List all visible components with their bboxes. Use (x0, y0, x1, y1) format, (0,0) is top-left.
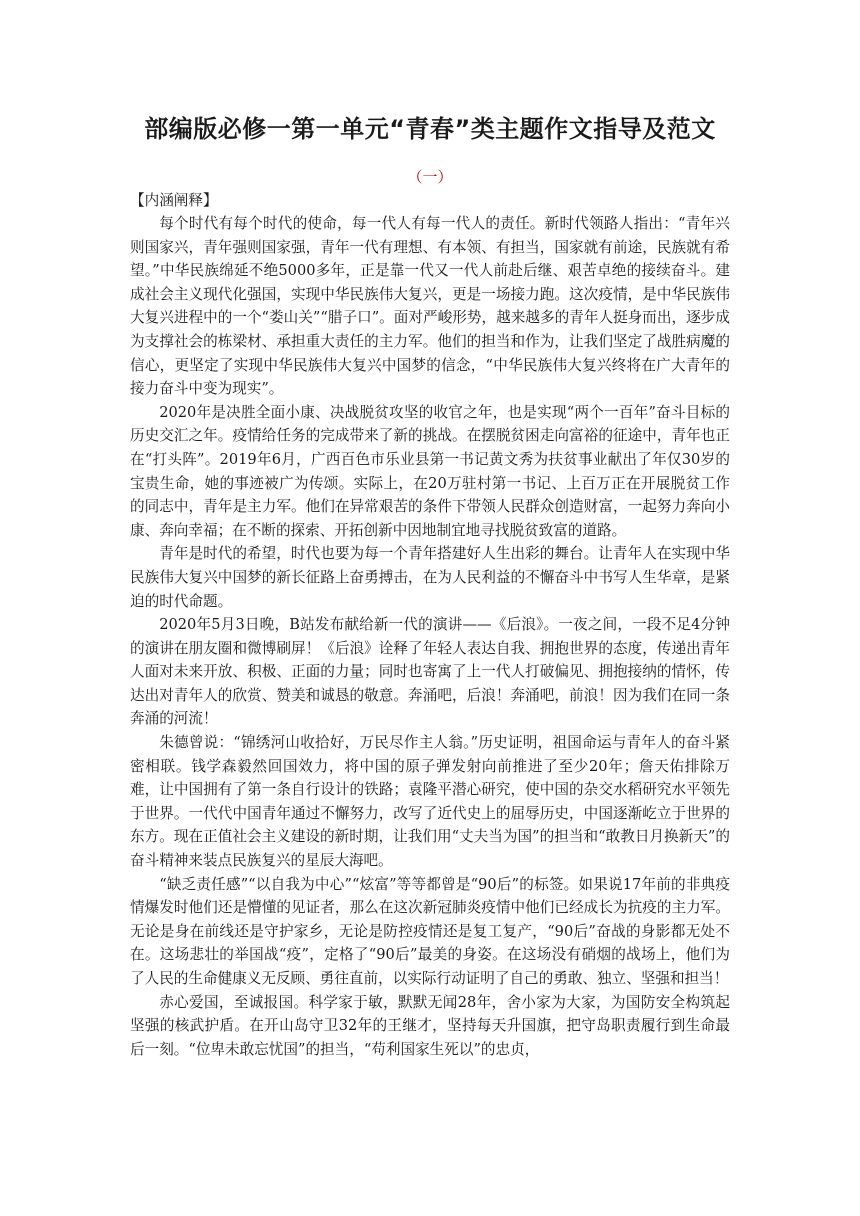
paragraph: 每个时代有每个时代的使命，每一代人有每一代人的责任。新时代领路人指出：“青年兴则国家兴，青年强则国家强，青年一代有理想、有本领、有担当，国家就有前途，民族就有希望。”中华民族绵延不绝5000多年，正是靠一代又一代人前赴后继、艰苦卓绝的接续奋斗。建成社会主义现代化强国，实现中华民族伟大复兴，更是一场接力跑。这次疫情，是中华民族伟大复兴进程中的一个“娄山关”“腊子口”。面对严峻形势，越来越多的青年人挺身而出，逐步成为支撑社会的栋梁材、承担重大责任的主力军。他们的担当和作为，让我们坚定了战胜病魔的信心，更坚定了实现中华民族伟大复兴中国梦的信念，“中华民族伟大复兴终将在广大青年的接力奋斗中变为现实”。 (130, 215, 730, 398)
section-number: （一） (407, 168, 453, 186)
paragraph: 朱德曾说：“锦绣河山收拾好，万民尽作主人翁。”历史证明，祖国命运与青年人的奋斗紧密相联。钱学森毅然回国效力，将中国的原子弹发射向前推进了至少20年；詹天佑排除万难，让中国拥有了第一条自行设计的铁路；袁隆平潜心研究，使中国的杂交水稻研究水平领先于世界。一代代中国青年通过不懈努力，改写了近代史上的屈辱历史，中国逐渐屹立于世界的东方。现在正值社会主义建设的新时期，让我们用“丈夫当为国”的担当和“敢教日月换新天”的奋斗精神来装点民族复兴的星辰大海吧。 (130, 734, 730, 870)
paragraph: 青年是时代的希望，时代也要为每一个青年搭建好人生出彩的舞台。让青年人在实现中华民族伟大复兴中国梦的新长征路上奋勇搏击，在为人民利益的不懈奋斗中书写人生华章，是紧迫的时代命题。 (130, 545, 730, 610)
section-heading: 【内涵阐释】 (130, 192, 218, 209)
paragraph: 赤心爱国，至诚报国。科学家于敏，默默无闻28年，舍小家为大家，为国防安全构筑起坚强的核武护盾。在开山岛守卫32年的王继才，坚持每天升国旗，把守岛职责履行到生命最后一刻。“位卑未敢忘忧国”的担当，“苟利国家生死以”的忠贞， (130, 993, 730, 1058)
paragraph: 2020年5月3日晚，B站发布献给新一代的演讲——《后浪》。一夜之间，一段不足4分钟的演讲在朋友圈和微博刷屏！《后浪》诠释了年轻人表达自我、拥抱世界的态度，传递出青年人面对未来开放、积极、正面的力量；同时也寄寓了上一代人打破偏见、拥抱接纳的情怀，传达出对青年人的欣赏、赞美和诚恳的敬意。奔涌吧，后浪！奔涌吧，前浪！因为我们在同一条奔涌的河流！ (130, 616, 730, 728)
document-title: 部编版必修一第一单元“青春”类主题作文指导及范文 (144, 115, 716, 143)
document-page (130, 112, 730, 1061)
paragraph: “缺乏责任感”“以自我为中心”“炫富”等等都曾是“90后”的标签。如果说17年前的非典疫情爆发时他们还是懵懂的见证者，那么在这次新冠肺炎疫情中他们已经成长为抗疫的主力军。无论是身在前线还是守护家乡，无论是防控疫情还是复工复产，“90后”奋战的身影都无处不在。这场悲壮的举国战“疫”，定格了“90后”最美的身姿。在这场没有硝烟的战场上，他们为了人民的生命健康义无反顾、勇往直前，以实际行动证明了自己的勇敢、独立、坚强和担当！ (130, 875, 730, 987)
paragraph: 2020年是决胜全面小康、决战脱贫攻坚的收官之年，也是实现“两个一百年”奋斗目标的历史交汇之年。疫情给任务的完成带来了新的挑战。在摆脱贫困走向富裕的征途中，青年也正在“打头阵”。2019年6月，广西百色市乐业县第一书记黄文秀为扶贫事业献出了年仅30岁的宝贵生命，她的事迹被广为传颂。实际上，在20万驻村第一书记、上百万正在开展脱贫工作的同志中，青年是主力军。他们在异常艰苦的条件下带领人民群众创造财富，一起努力奔向小康、奔向幸福；在不断的探索、开拓创新中因地制宜地寻找脱贫致富的道路。 (130, 403, 730, 539)
